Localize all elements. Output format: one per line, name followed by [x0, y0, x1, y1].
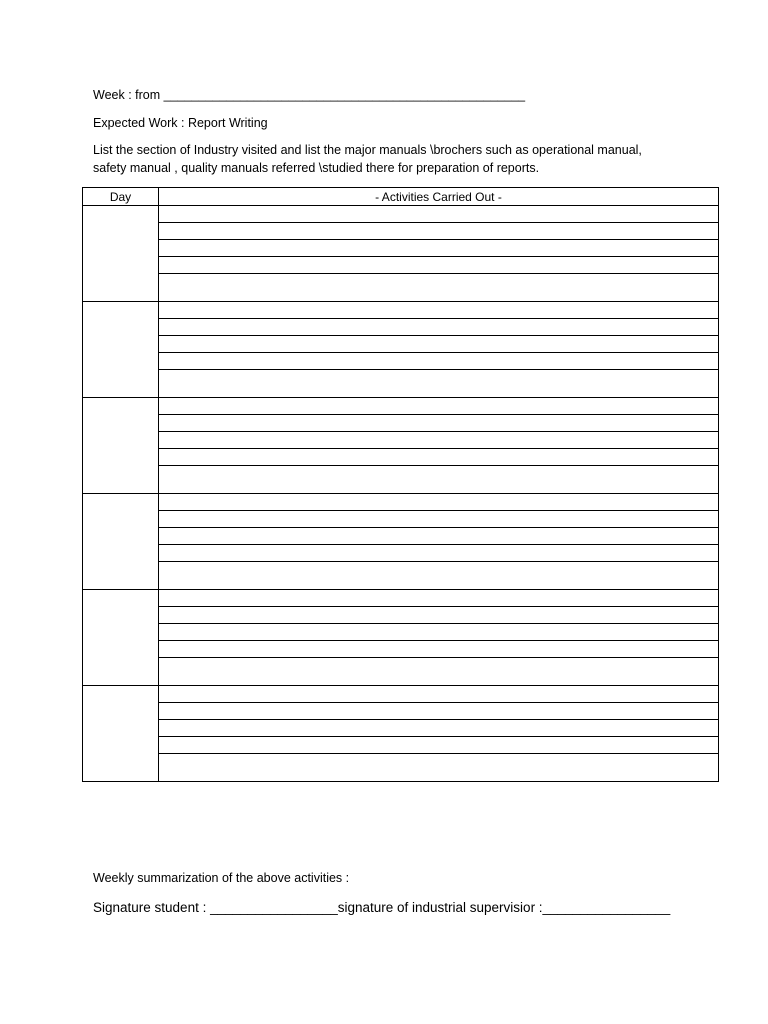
activity-row [83, 590, 719, 607]
day-cell[interactable] [83, 206, 159, 302]
weekly-summary-label: Weekly summarization of the above activities : [93, 871, 350, 885]
activity-row [83, 658, 719, 686]
activity-row [83, 415, 719, 432]
activity-row [83, 562, 719, 590]
activity-cell[interactable] [159, 370, 719, 398]
activity-cell[interactable] [159, 353, 719, 370]
activity-row [83, 353, 719, 370]
activities-table [82, 187, 719, 782]
activity-row [83, 274, 719, 302]
activity-row [83, 737, 719, 754]
activity-row [83, 703, 719, 720]
activity-cell[interactable] [159, 624, 719, 641]
activity-row [83, 302, 719, 319]
activity-cell[interactable] [159, 302, 719, 319]
activity-cell[interactable] [159, 240, 719, 257]
activity-cell[interactable] [159, 703, 719, 720]
activity-cell[interactable] [159, 658, 719, 686]
activities-table-body [83, 206, 719, 782]
activity-row [83, 466, 719, 494]
activity-cell[interactable] [159, 590, 719, 607]
day-cell[interactable] [83, 398, 159, 494]
activity-cell[interactable] [159, 528, 719, 545]
activity-row [83, 257, 719, 274]
expected-work-heading: Expected Work : Report Writing [93, 116, 268, 130]
activity-row [83, 607, 719, 624]
activity-row [83, 720, 719, 737]
activity-row [83, 206, 719, 223]
activity-row [83, 528, 719, 545]
instructions-line-2: safety manual , quality manuals referred \studied there for preparation of reports. [93, 161, 540, 175]
activity-cell[interactable] [159, 607, 719, 624]
week-from-field[interactable]: Week : from ____________________________________________________ [93, 88, 526, 102]
activity-row [83, 494, 719, 511]
activity-row [83, 754, 719, 782]
activity-row [83, 319, 719, 336]
activity-row [83, 223, 719, 240]
activity-row [83, 624, 719, 641]
day-column-header: Day [83, 188, 159, 206]
instructions-line-1: List the section of Industry visited and list the major manuals \brochers such as operational manual, [93, 143, 642, 157]
activity-cell[interactable] [159, 274, 719, 302]
activities-column-header: - Activities Carried Out - [159, 188, 719, 206]
activity-row [83, 432, 719, 449]
activity-cell[interactable] [159, 494, 719, 511]
activity-cell[interactable] [159, 686, 719, 703]
activity-cell[interactable] [159, 336, 719, 353]
activity-cell[interactable] [159, 545, 719, 562]
activity-cell[interactable] [159, 737, 719, 754]
activity-cell[interactable] [159, 257, 719, 274]
activity-row [83, 398, 719, 415]
activity-cell[interactable] [159, 223, 719, 240]
activity-row [83, 449, 719, 466]
day-cell[interactable] [83, 302, 159, 398]
activity-row [83, 336, 719, 353]
day-cell[interactable] [83, 686, 159, 782]
activity-cell[interactable] [159, 720, 719, 737]
activity-cell[interactable] [159, 511, 719, 528]
day-cell[interactable] [83, 590, 159, 686]
activity-row [83, 240, 719, 257]
activity-row [83, 641, 719, 658]
activity-cell[interactable] [159, 466, 719, 494]
activity-cell[interactable] [159, 206, 719, 223]
activity-cell[interactable] [159, 432, 719, 449]
activity-row [83, 686, 719, 703]
signature-line[interactable]: Signature student : _________________signature of industrial supervisior :_________________ [93, 900, 671, 915]
activity-cell[interactable] [159, 398, 719, 415]
activity-row [83, 511, 719, 528]
activity-cell[interactable] [159, 449, 719, 466]
day-cell[interactable] [83, 494, 159, 590]
activity-cell[interactable] [159, 754, 719, 782]
activity-cell[interactable] [159, 319, 719, 336]
activity-row [83, 370, 719, 398]
activity-row [83, 545, 719, 562]
activity-cell[interactable] [159, 415, 719, 432]
activity-cell[interactable] [159, 562, 719, 590]
activity-cell[interactable] [159, 641, 719, 658]
